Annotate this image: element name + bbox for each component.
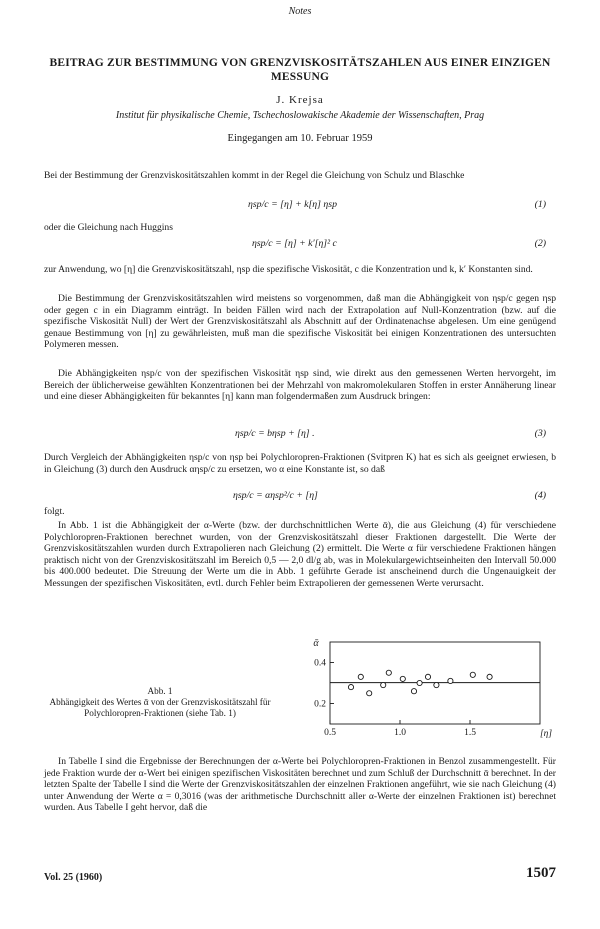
- data-point: [411, 689, 416, 694]
- equation-3-number: (3): [534, 428, 546, 439]
- data-point: [386, 670, 391, 675]
- paragraph-1: Bei der Bestimmung der Grenzviskositätszahlen kommt in der Regel die Gleichung von Schulz und Blaschke: [44, 170, 465, 181]
- paragraph-6: Durch Vergleich der Abhängigkeiten ηsp/c von ηsp bei Polychloropren-Fraktionen (Svitpren K) hat es sich als geeignet erwiesen, b in Gleichung (3) durch den Ausdruck αηsp/c zu ersetzen, wo α eine Konstante ist, so daß: [44, 452, 556, 475]
- x-tick-label: 1.0: [394, 728, 406, 738]
- equation-2: ηsp/c = [η] + k′[η]² c: [252, 238, 337, 249]
- paragraph-2: oder die Gleichung nach Huggins: [44, 222, 173, 233]
- paragraph-9: In Tabelle I sind die Ergebnisse der Berechnungen der α-Werte bei Polychloropren-Fraktionen in Benzol zusammengestellt. Für jede Fraktion wurde der α-Wert bei einigen spezifischen Viskositäten berechnet und zum Schluß der Durchschnitt ᾱ berechnet. In der letzten Spalte der Tabelle I sind die Werte der Grenzviskositätszahlen der einzelnen Fraktionen angeführt, wie sie nach Gleichung (4) unter Anwendung der Werte α = 0,3016 (was der arithmetische Durchschnitt aller α-Werte der einzelnen Fraktionen ist) berechnet wurden. Aus Tabelle I geht hervor, daß die: [44, 756, 556, 814]
- figure-caption: Abb. 1 Abhängigkeit des Wertes ᾱ von der Grenzviskositätszahl für Polychloropren-Fraktionen (siehe Tab. 1): [49, 686, 271, 718]
- footer-page-number: 1507: [526, 865, 556, 881]
- equation-2-number: (2): [534, 238, 546, 249]
- equation-4-number: (4): [534, 490, 546, 501]
- x-axis-label: [η]: [539, 729, 553, 739]
- data-point: [367, 691, 372, 696]
- data-point: [400, 676, 405, 681]
- paragraph-3: zur Anwendung, wo [η] die Grenzviskositätszahl, ηsp die spezifische Viskosität, c die Konzentration und k, k′ Konstanten sind.: [44, 264, 533, 275]
- data-point: [358, 674, 363, 679]
- y-axis-label: ᾱ: [313, 638, 319, 649]
- paragraph-8: In Abb. 1 ist die Abhängigkeit der α-Werte (bzw. der durchschnittlichen Werte ᾱ), die aus Gleichung (4) für verschiedene Polychloropren-Fraktionen berechnet wurden, von der Grenzviskositätszahl dieser Fraktionen dargestellt. Die Werte der Grenzviskositätszahlen wurden durch Extrapolieren nach Gleichung (2) ermittelt. Die Werte α für verschiedene Fraktionen hängen praktisch nicht von der Grenzviskositätszahl im Bereich 0,5 — 2,0 dl/g ab, was in Molekulargewichtseinheiten den Intervall 50.000 bis 400.000 bedeutet. Die Streuung der Werte um die in Abb. 1 geführte Gerade ist anscheinend durch die Ungenauigkeit der Messungen der spezifischen Viskositäten, evtl. durch Fehler beim Extrapolieren der gemessenen Werte verursacht.: [44, 520, 556, 589]
- data-point: [470, 672, 475, 677]
- data-point: [487, 674, 492, 679]
- data-point: [381, 682, 386, 687]
- received-date: Eingegangen am 10. Februar 1959: [227, 133, 373, 144]
- paragraph-4: Die Bestimmung der Grenzviskositätszahlen wird meistens so vorgenommen, daß man die Abhängigkeit von ηsp/c gegen ηsp oder gegen c in ein Diagramm einträgt. In beiden Fällen wird nach der Extrapolation auf Null-Konzentration (bzw. auf die spezifische Viskosität Null) der Wert der Grenzviskositätszahl als Abschnitt auf der Ordinatenachse abgelesen. Um eine genügend genaue Bestimmung von [η] zu gewährleisten, muß man die spezifische Viskosität bei einigen Konzentrationen des untersuchten Polymeren messen.: [44, 293, 556, 351]
- equation-4: ηsp/c = αηsp²/c + [η]: [233, 490, 318, 501]
- equation-1-number: (1): [534, 199, 546, 210]
- y-tick-label: 0.2: [314, 699, 326, 710]
- paragraph-5: Die Abhängigkeiten ηsp/c von der spezifischen Viskosität ηsp sind, wie direkt aus den gemessenen Werten hervorgeht, im Bereich der üblicherweise gewählten Konzentrationen bei der Mehrzahl von makromolekularen Stoffen in erster Annäherung linear und eine dieser Abhängigkeiten für bekanntes [η] kann man folgendermaßen zum Ausdruck bringen:: [44, 368, 556, 403]
- footer-volume: Vol. 25 (1960): [44, 872, 103, 883]
- data-point: [417, 680, 422, 685]
- x-tick-label: 1.5: [464, 728, 476, 738]
- article-title: BEITRAG ZUR BESTIMMUNG VON GRENZVISKOSITÄTSZAHLEN AUS EINER EINZIGEN MESSUNG: [49, 57, 551, 83]
- figure-1-chart: [290, 632, 560, 750]
- data-point: [425, 674, 430, 679]
- y-tick-label: 0.4: [314, 658, 326, 669]
- data-point: [448, 678, 453, 683]
- running-header: Notes: [288, 6, 312, 17]
- equation-3: ηsp/c = bηsp + [η] .: [235, 428, 315, 439]
- author: J. Krejsa: [276, 94, 324, 106]
- x-tick-label: 0.5: [324, 728, 336, 738]
- paragraph-7: folgt.: [44, 506, 65, 517]
- institute: Institut für physikalische Chemie, Tschechoslowakische Akademie der Wissenschaften, Prag: [115, 110, 485, 121]
- data-point: [348, 685, 353, 690]
- equation-1: ηsp/c = [η] + k[η] ηsp: [248, 199, 337, 210]
- data-point: [434, 682, 439, 687]
